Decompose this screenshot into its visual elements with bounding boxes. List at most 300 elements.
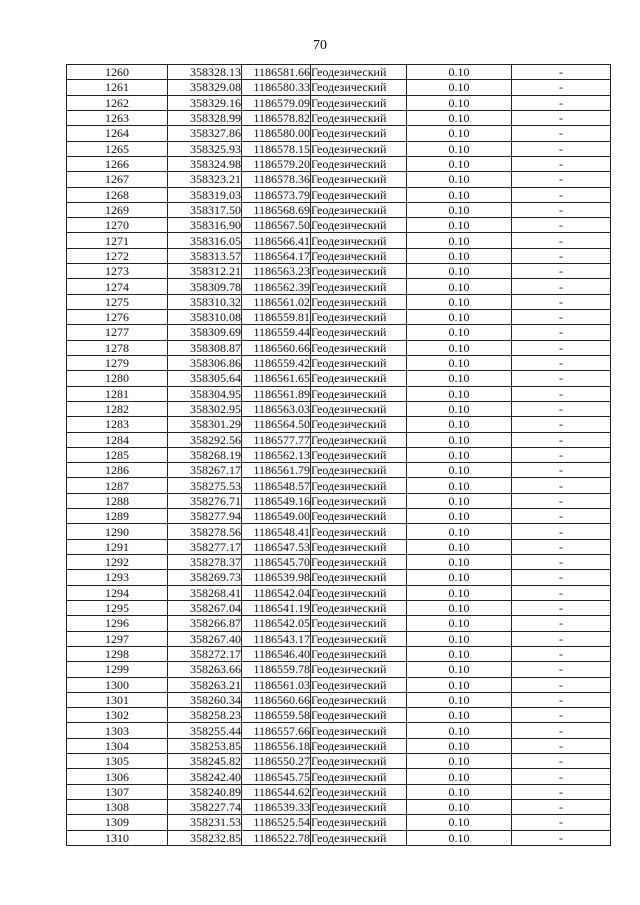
accuracy-cell: 0.10 xyxy=(407,386,512,401)
table-row xyxy=(67,401,611,416)
method-cell: Геодезический xyxy=(311,585,407,600)
accuracy-cell: 0.10 xyxy=(407,600,512,615)
point-number-cell: 1261 xyxy=(67,80,168,95)
point-number-cell: 1307 xyxy=(67,784,168,799)
point-number-cell: 1280 xyxy=(67,371,168,386)
note-cell: - xyxy=(512,616,611,631)
accuracy-cell: 0.10 xyxy=(407,172,512,187)
table-row xyxy=(67,754,611,769)
x-coordinate-cell: 358242.40 xyxy=(168,769,242,784)
x-coordinate-cell: 358304.95 xyxy=(168,386,242,401)
table-row xyxy=(67,524,611,539)
note-cell: - xyxy=(512,126,611,141)
table-row xyxy=(67,172,611,187)
table-row xyxy=(67,325,611,340)
method-cell: Геодезический xyxy=(311,126,407,141)
note-cell: - xyxy=(512,524,611,539)
table-row xyxy=(67,417,611,432)
table-row xyxy=(67,141,611,156)
method-cell: Геодезический xyxy=(311,401,407,416)
note-cell: - xyxy=(512,233,611,248)
y-coordinate-cell: 1186560.66 xyxy=(242,692,311,707)
y-coordinate-cell: 1186545.70 xyxy=(242,555,311,570)
x-coordinate-cell: 358312.21 xyxy=(168,264,242,279)
point-number-cell: 1275 xyxy=(67,294,168,309)
point-number-cell: 1263 xyxy=(67,110,168,125)
x-coordinate-cell: 358316.90 xyxy=(168,218,242,233)
note-cell: - xyxy=(512,815,611,830)
y-coordinate-cell: 1186559.78 xyxy=(242,662,311,677)
note-cell: - xyxy=(512,141,611,156)
method-cell: Геодезический xyxy=(311,478,407,493)
point-number-cell: 1310 xyxy=(67,830,168,845)
x-coordinate-cell: 358260.34 xyxy=(168,692,242,707)
table-row xyxy=(67,784,611,799)
note-cell: - xyxy=(512,769,611,784)
table-row xyxy=(67,677,611,692)
point-number-cell: 1305 xyxy=(67,754,168,769)
x-coordinate-cell: 358277.17 xyxy=(168,539,242,554)
y-coordinate-cell: 1186562.13 xyxy=(242,447,311,462)
table-row xyxy=(67,493,611,508)
method-cell: Геодезический xyxy=(311,110,407,125)
note-cell: - xyxy=(512,248,611,263)
accuracy-cell: 0.10 xyxy=(407,355,512,370)
x-coordinate-cell: 358308.87 xyxy=(168,340,242,355)
table-row xyxy=(67,463,611,478)
accuracy-cell: 0.10 xyxy=(407,401,512,416)
y-coordinate-cell: 1186539.98 xyxy=(242,570,311,585)
table-row xyxy=(67,279,611,294)
note-cell: - xyxy=(512,172,611,187)
x-coordinate-cell: 358310.08 xyxy=(168,310,242,325)
table-row xyxy=(67,447,611,462)
accuracy-cell: 0.10 xyxy=(407,463,512,478)
y-coordinate-cell: 1186578.82 xyxy=(242,110,311,125)
note-cell: - xyxy=(512,631,611,646)
y-coordinate-cell: 1186573.79 xyxy=(242,187,311,202)
y-coordinate-cell: 1186561.89 xyxy=(242,386,311,401)
x-coordinate-cell: 358267.17 xyxy=(168,463,242,478)
method-cell: Геодезический xyxy=(311,233,407,248)
table-row xyxy=(67,570,611,585)
accuracy-cell: 0.10 xyxy=(407,509,512,524)
accuracy-cell: 0.10 xyxy=(407,340,512,355)
y-coordinate-cell: 1186542.04 xyxy=(242,585,311,600)
note-cell: - xyxy=(512,754,611,769)
accuracy-cell: 0.10 xyxy=(407,631,512,646)
note-cell: - xyxy=(512,585,611,600)
y-coordinate-cell: 1186544.62 xyxy=(242,784,311,799)
table-row xyxy=(67,539,611,554)
table-row xyxy=(67,80,611,95)
point-number-cell: 1293 xyxy=(67,570,168,585)
accuracy-cell: 0.10 xyxy=(407,218,512,233)
y-coordinate-cell: 1186561.79 xyxy=(242,463,311,478)
method-cell: Геодезический xyxy=(311,754,407,769)
note-cell: - xyxy=(512,310,611,325)
note-cell: - xyxy=(512,110,611,125)
method-cell: Геодезический xyxy=(311,294,407,309)
table-row xyxy=(67,386,611,401)
accuracy-cell: 0.10 xyxy=(407,815,512,830)
x-coordinate-cell: 358278.37 xyxy=(168,555,242,570)
y-coordinate-cell: 1186563.03 xyxy=(242,401,311,416)
accuracy-cell: 0.10 xyxy=(407,95,512,110)
table-row xyxy=(67,555,611,570)
accuracy-cell: 0.10 xyxy=(407,279,512,294)
point-number-cell: 1283 xyxy=(67,417,168,432)
x-coordinate-cell: 358328.99 xyxy=(168,110,242,125)
x-coordinate-cell: 358263.21 xyxy=(168,677,242,692)
x-coordinate-cell: 358329.16 xyxy=(168,95,242,110)
method-cell: Геодезический xyxy=(311,708,407,723)
point-number-cell: 1286 xyxy=(67,463,168,478)
y-coordinate-cell: 1186559.58 xyxy=(242,708,311,723)
x-coordinate-cell: 358329.08 xyxy=(168,80,242,95)
method-cell: Геодезический xyxy=(311,80,407,95)
note-cell: - xyxy=(512,202,611,217)
accuracy-cell: 0.10 xyxy=(407,325,512,340)
note-cell: - xyxy=(512,371,611,386)
method-cell: Геодезический xyxy=(311,539,407,554)
x-coordinate-cell: 358253.85 xyxy=(168,738,242,753)
y-coordinate-cell: 1186550.27 xyxy=(242,754,311,769)
x-coordinate-cell: 358240.89 xyxy=(168,784,242,799)
y-coordinate-cell: 1186559.81 xyxy=(242,310,311,325)
accuracy-cell: 0.10 xyxy=(407,294,512,309)
method-cell: Геодезический xyxy=(311,631,407,646)
note-cell: - xyxy=(512,830,611,845)
table-row xyxy=(67,830,611,845)
y-coordinate-cell: 1186577.77 xyxy=(242,432,311,447)
point-number-cell: 1268 xyxy=(67,187,168,202)
page-number: 70 xyxy=(313,38,327,53)
point-number-cell: 1264 xyxy=(67,126,168,141)
x-coordinate-cell: 358325.93 xyxy=(168,141,242,156)
method-cell: Геодезический xyxy=(311,800,407,815)
accuracy-cell: 0.10 xyxy=(407,264,512,279)
point-number-cell: 1296 xyxy=(67,616,168,631)
y-coordinate-cell: 1186547.53 xyxy=(242,539,311,554)
point-number-cell: 1301 xyxy=(67,692,168,707)
table-row xyxy=(67,585,611,600)
point-number-cell: 1295 xyxy=(67,600,168,615)
y-coordinate-cell: 1186557.66 xyxy=(242,723,311,738)
y-coordinate-cell: 1186563.23 xyxy=(242,264,311,279)
method-cell: Геодезический xyxy=(311,156,407,171)
note-cell: - xyxy=(512,784,611,799)
y-coordinate-cell: 1186566.41 xyxy=(242,233,311,248)
note-cell: - xyxy=(512,646,611,661)
method-cell: Геодезический xyxy=(311,187,407,202)
y-coordinate-cell: 1186541.19 xyxy=(242,600,311,615)
x-coordinate-cell: 358269.73 xyxy=(168,570,242,585)
table-row xyxy=(67,248,611,263)
note-cell: - xyxy=(512,555,611,570)
x-coordinate-cell: 358263.66 xyxy=(168,662,242,677)
table-row xyxy=(67,600,611,615)
method-cell: Геодезический xyxy=(311,616,407,631)
x-coordinate-cell: 358277.94 xyxy=(168,509,242,524)
table-row xyxy=(67,769,611,784)
y-coordinate-cell: 1186578.15 xyxy=(242,141,311,156)
method-cell: Геодезический xyxy=(311,310,407,325)
table-row xyxy=(67,126,611,141)
note-cell: - xyxy=(512,509,611,524)
point-number-cell: 1299 xyxy=(67,662,168,677)
note-cell: - xyxy=(512,355,611,370)
point-number-cell: 1292 xyxy=(67,555,168,570)
note-cell: - xyxy=(512,95,611,110)
x-coordinate-cell: 358278.56 xyxy=(168,524,242,539)
accuracy-cell: 0.10 xyxy=(407,539,512,554)
method-cell: Геодезический xyxy=(311,65,407,80)
point-number-cell: 1262 xyxy=(67,95,168,110)
y-coordinate-cell: 1186522.78 xyxy=(242,830,311,845)
y-coordinate-cell: 1186564.50 xyxy=(242,417,311,432)
x-coordinate-cell: 358231.53 xyxy=(168,815,242,830)
method-cell: Геодезический xyxy=(311,723,407,738)
method-cell: Геодезический xyxy=(311,279,407,294)
y-coordinate-cell: 1186549.00 xyxy=(242,509,311,524)
point-number-cell: 1284 xyxy=(67,432,168,447)
point-number-cell: 1291 xyxy=(67,539,168,554)
x-coordinate-cell: 358258.23 xyxy=(168,708,242,723)
table-row xyxy=(67,340,611,355)
y-coordinate-cell: 1186580.33 xyxy=(242,80,311,95)
method-cell: Геодезический xyxy=(311,248,407,263)
method-cell: Геодезический xyxy=(311,447,407,462)
note-cell: - xyxy=(512,187,611,202)
method-cell: Геодезический xyxy=(311,662,407,677)
point-number-cell: 1273 xyxy=(67,264,168,279)
point-number-cell: 1276 xyxy=(67,310,168,325)
table-row xyxy=(67,708,611,723)
point-number-cell: 1277 xyxy=(67,325,168,340)
table-row xyxy=(67,218,611,233)
table-row xyxy=(67,156,611,171)
method-cell: Геодезический xyxy=(311,218,407,233)
method-cell: Геодезический xyxy=(311,815,407,830)
x-coordinate-cell: 358292.56 xyxy=(168,432,242,447)
method-cell: Геодезический xyxy=(311,509,407,524)
accuracy-cell: 0.10 xyxy=(407,692,512,707)
table-row xyxy=(67,432,611,447)
y-coordinate-cell: 1186579.09 xyxy=(242,95,311,110)
y-coordinate-cell: 1186546.40 xyxy=(242,646,311,661)
note-cell: - xyxy=(512,570,611,585)
point-number-cell: 1302 xyxy=(67,708,168,723)
x-coordinate-cell: 358306.86 xyxy=(168,355,242,370)
table-row xyxy=(67,294,611,309)
accuracy-cell: 0.10 xyxy=(407,126,512,141)
accuracy-cell: 0.10 xyxy=(407,738,512,753)
note-cell: - xyxy=(512,539,611,554)
y-coordinate-cell: 1186545.75 xyxy=(242,769,311,784)
table-row xyxy=(67,233,611,248)
accuracy-cell: 0.10 xyxy=(407,769,512,784)
x-coordinate-cell: 358309.78 xyxy=(168,279,242,294)
accuracy-cell: 0.10 xyxy=(407,478,512,493)
point-number-cell: 1272 xyxy=(67,248,168,263)
point-number-cell: 1309 xyxy=(67,815,168,830)
table-row xyxy=(67,95,611,110)
table-row xyxy=(67,355,611,370)
table-row xyxy=(67,800,611,815)
point-number-cell: 1298 xyxy=(67,646,168,661)
note-cell: - xyxy=(512,692,611,707)
y-coordinate-cell: 1186559.44 xyxy=(242,325,311,340)
table-row xyxy=(67,631,611,646)
accuracy-cell: 0.10 xyxy=(407,723,512,738)
point-number-cell: 1266 xyxy=(67,156,168,171)
y-coordinate-cell: 1186567.50 xyxy=(242,218,311,233)
y-coordinate-cell: 1186579.20 xyxy=(242,156,311,171)
y-coordinate-cell: 1186549.16 xyxy=(242,493,311,508)
accuracy-cell: 0.10 xyxy=(407,447,512,462)
accuracy-cell: 0.10 xyxy=(407,708,512,723)
method-cell: Геодезический xyxy=(311,692,407,707)
method-cell: Геодезический xyxy=(311,325,407,340)
note-cell: - xyxy=(512,800,611,815)
method-cell: Геодезический xyxy=(311,769,407,784)
point-number-cell: 1290 xyxy=(67,524,168,539)
accuracy-cell: 0.10 xyxy=(407,585,512,600)
point-number-cell: 1271 xyxy=(67,233,168,248)
point-number-cell: 1282 xyxy=(67,401,168,416)
point-number-cell: 1297 xyxy=(67,631,168,646)
note-cell: - xyxy=(512,65,611,80)
accuracy-cell: 0.10 xyxy=(407,141,512,156)
accuracy-cell: 0.10 xyxy=(407,677,512,692)
accuracy-cell: 0.10 xyxy=(407,570,512,585)
method-cell: Геодезический xyxy=(311,172,407,187)
note-cell: - xyxy=(512,447,611,462)
x-coordinate-cell: 358309.69 xyxy=(168,325,242,340)
x-coordinate-cell: 358227.74 xyxy=(168,800,242,815)
table-row xyxy=(67,509,611,524)
accuracy-cell: 0.10 xyxy=(407,646,512,661)
x-coordinate-cell: 358316.05 xyxy=(168,233,242,248)
accuracy-cell: 0.10 xyxy=(407,432,512,447)
method-cell: Геодезический xyxy=(311,202,407,217)
y-coordinate-cell: 1186562.39 xyxy=(242,279,311,294)
x-coordinate-cell: 358324.98 xyxy=(168,156,242,171)
note-cell: - xyxy=(512,156,611,171)
point-number-cell: 1287 xyxy=(67,478,168,493)
accuracy-cell: 0.10 xyxy=(407,616,512,631)
note-cell: - xyxy=(512,386,611,401)
y-coordinate-cell: 1186542.05 xyxy=(242,616,311,631)
point-number-cell: 1278 xyxy=(67,340,168,355)
accuracy-cell: 0.10 xyxy=(407,371,512,386)
y-coordinate-cell: 1186564.17 xyxy=(242,248,311,263)
note-cell: - xyxy=(512,600,611,615)
accuracy-cell: 0.10 xyxy=(407,110,512,125)
point-number-cell: 1303 xyxy=(67,723,168,738)
note-cell: - xyxy=(512,478,611,493)
y-coordinate-cell: 1186556.18 xyxy=(242,738,311,753)
note-cell: - xyxy=(512,401,611,416)
method-cell: Геодезический xyxy=(311,463,407,478)
x-coordinate-cell: 358302.95 xyxy=(168,401,242,416)
point-number-cell: 1289 xyxy=(67,509,168,524)
note-cell: - xyxy=(512,218,611,233)
x-coordinate-cell: 358305.64 xyxy=(168,371,242,386)
point-number-cell: 1308 xyxy=(67,800,168,815)
accuracy-cell: 0.10 xyxy=(407,80,512,95)
table-row xyxy=(67,371,611,386)
table-row xyxy=(67,264,611,279)
note-cell: - xyxy=(512,662,611,677)
accuracy-cell: 0.10 xyxy=(407,662,512,677)
method-cell: Геодезический xyxy=(311,570,407,585)
note-cell: - xyxy=(512,294,611,309)
x-coordinate-cell: 358275.53 xyxy=(168,478,242,493)
point-number-cell: 1304 xyxy=(67,738,168,753)
x-coordinate-cell: 358310.32 xyxy=(168,294,242,309)
note-cell: - xyxy=(512,80,611,95)
point-number-cell: 1300 xyxy=(67,677,168,692)
accuracy-cell: 0.10 xyxy=(407,493,512,508)
y-coordinate-cell: 1186561.65 xyxy=(242,371,311,386)
coordinates-table-body xyxy=(67,65,611,846)
table-row xyxy=(67,723,611,738)
table-row xyxy=(67,815,611,830)
accuracy-cell: 0.10 xyxy=(407,754,512,769)
y-coordinate-cell: 1186525.54 xyxy=(242,815,311,830)
method-cell: Геодезический xyxy=(311,555,407,570)
method-cell: Геодезический xyxy=(311,95,407,110)
method-cell: Геодезический xyxy=(311,432,407,447)
y-coordinate-cell: 1186560.66 xyxy=(242,340,311,355)
point-number-cell: 1285 xyxy=(67,447,168,462)
x-coordinate-cell: 358245.82 xyxy=(168,754,242,769)
x-coordinate-cell: 358268.19 xyxy=(168,447,242,462)
x-coordinate-cell: 358319.03 xyxy=(168,187,242,202)
accuracy-cell: 0.10 xyxy=(407,156,512,171)
x-coordinate-cell: 358317.50 xyxy=(168,202,242,217)
note-cell: - xyxy=(512,677,611,692)
x-coordinate-cell: 358267.40 xyxy=(168,631,242,646)
y-coordinate-cell: 1186568.69 xyxy=(242,202,311,217)
point-number-cell: 1288 xyxy=(67,493,168,508)
x-coordinate-cell: 358232.85 xyxy=(168,830,242,845)
y-coordinate-cell: 1186581.66 xyxy=(242,65,311,80)
point-number-cell: 1274 xyxy=(67,279,168,294)
y-coordinate-cell: 1186580.00 xyxy=(242,126,311,141)
method-cell: Геодезический xyxy=(311,417,407,432)
x-coordinate-cell: 358272.17 xyxy=(168,646,242,661)
y-coordinate-cell: 1186548.41 xyxy=(242,524,311,539)
method-cell: Геодезический xyxy=(311,830,407,845)
note-cell: - xyxy=(512,432,611,447)
x-coordinate-cell: 358267.04 xyxy=(168,600,242,615)
x-coordinate-cell: 358301.29 xyxy=(168,417,242,432)
table-row xyxy=(67,202,611,217)
method-cell: Геодезический xyxy=(311,141,407,156)
note-cell: - xyxy=(512,325,611,340)
y-coordinate-cell: 1186578.36 xyxy=(242,172,311,187)
table-row xyxy=(67,738,611,753)
method-cell: Геодезический xyxy=(311,340,407,355)
table-row xyxy=(67,662,611,677)
point-number-cell: 1270 xyxy=(67,218,168,233)
accuracy-cell: 0.10 xyxy=(407,830,512,845)
table-row xyxy=(67,478,611,493)
y-coordinate-cell: 1186548.57 xyxy=(242,478,311,493)
